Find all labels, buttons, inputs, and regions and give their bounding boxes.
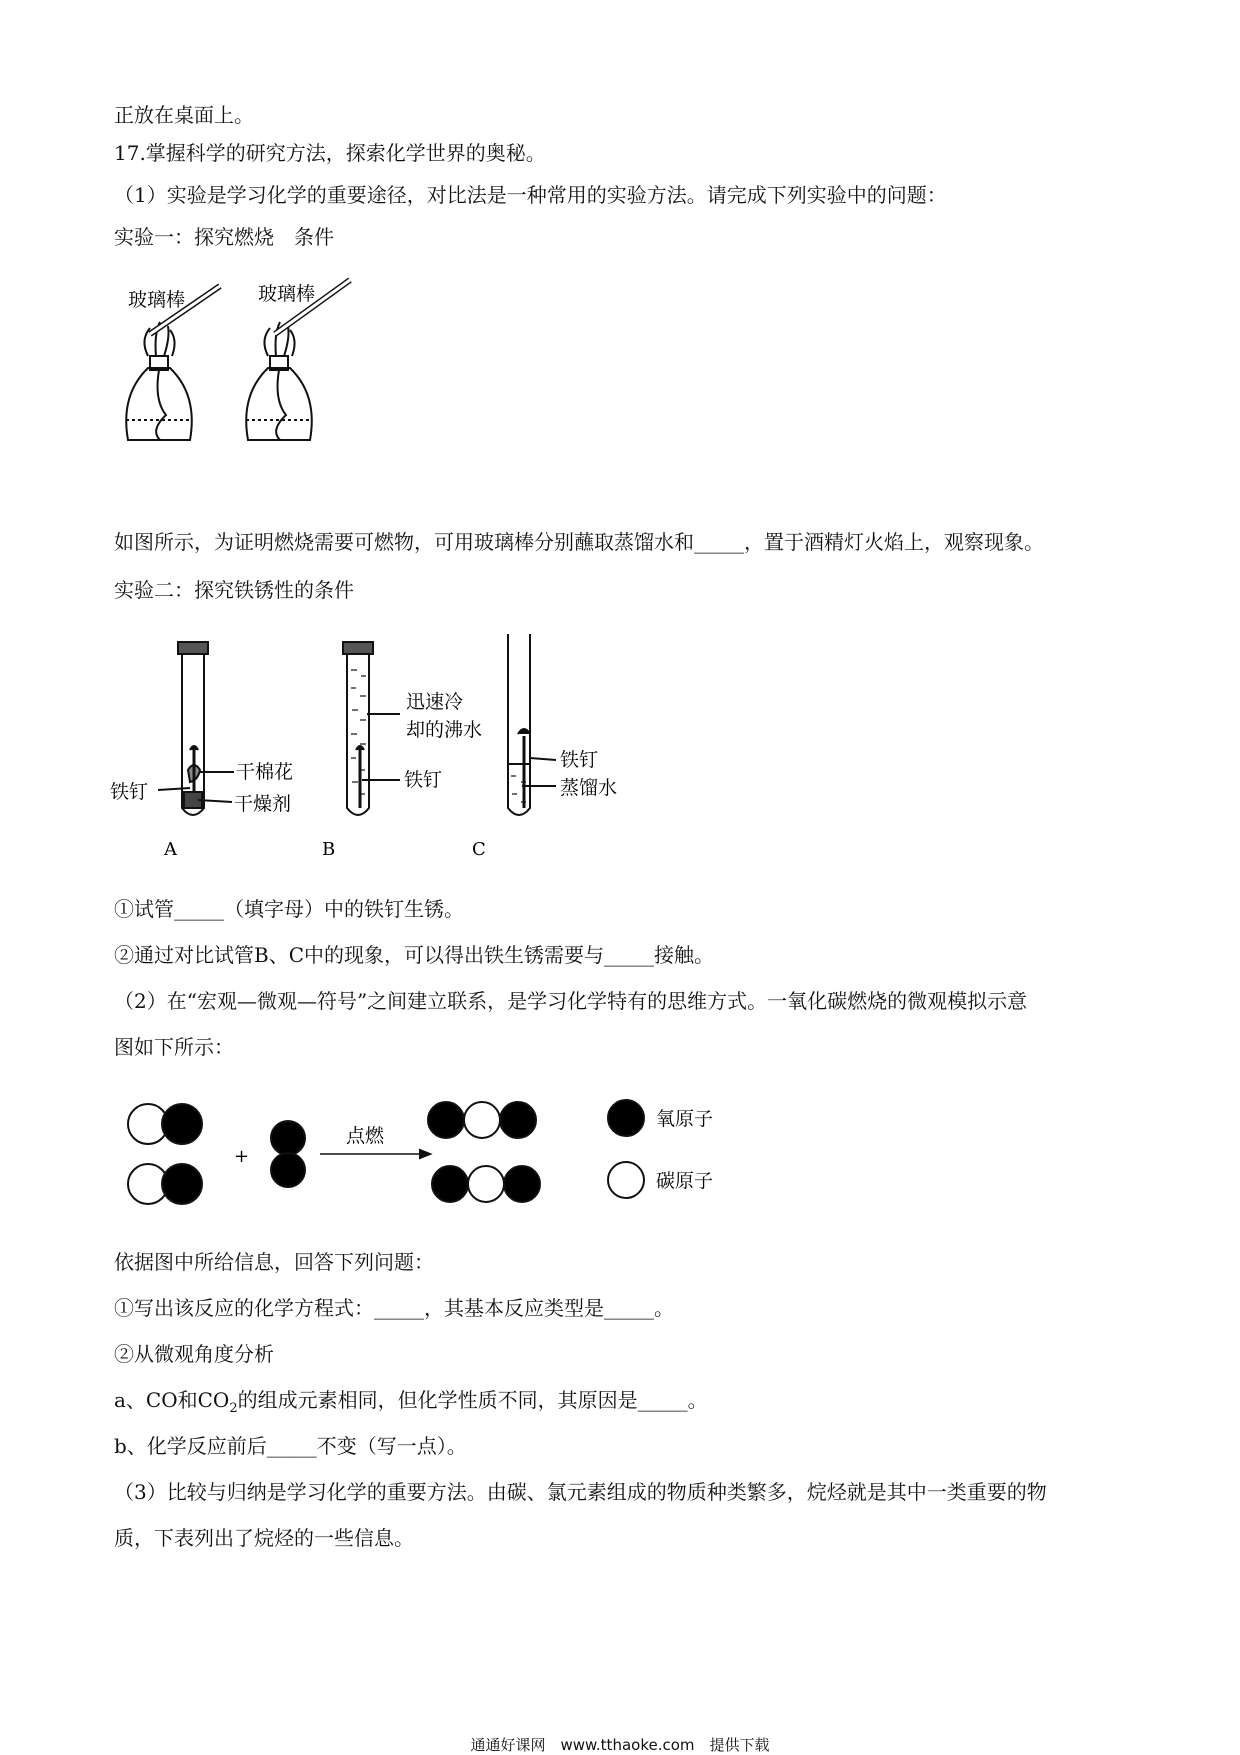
subscript-2: 2 [229,1401,238,1416]
legend-oxygen-atom: 氧原子 [656,1108,714,1130]
part-2-question-1: ①写出该反应的化学方程式：_____，其基本反应类型是_____。 [114,1296,674,1320]
tube-a-nail-label: 铁钉 [110,781,149,803]
alcohol-lamp-figure [110,270,370,500]
reaction-condition-label: 点燃 [346,1125,385,1147]
tube-b-label: B [322,839,336,860]
molecular-model-figure [110,1080,750,1230]
tube-b-water-label-2: 却的沸水 [406,719,483,741]
part-2-question-2b: b、化学反应前后_____不变（写一点）。 [114,1434,467,1458]
part-3-intro-cont: 质，下表列出了烷烃的一些信息。 [114,1526,414,1550]
part-2-instruction: 依据图中所给信息，回答下列问题： [114,1250,434,1274]
part-2-question-2: ②从微观角度分析 [114,1342,274,1366]
glass-rod-label-left: 玻璃棒 [128,289,186,311]
legend-carbon-atom: 碳原子 [656,1170,714,1192]
part-2-intro-cont: 图如下所示： [114,1035,234,1059]
text-line-1: 正放在桌面上。 [114,103,254,127]
part-2-intro: （2）在“宏观—微观—符号”之间建立联系，是学习化学特有的思维方式。一氧化碳燃烧的微观模拟示意 [114,989,1028,1013]
tube-b-nail-label: 铁钉 [404,769,443,791]
tube-c-nail-label: 铁钉 [560,749,599,771]
experiment-1-question: 如图所示，为证明燃烧需要可燃物，可用玻璃棒分别蘸取蒸馏水和_____，置于酒精灯火焰上，观察现象。 [114,530,1044,554]
question-2a-rest: 的组成元素相同，但化学性质不同，其原因是_____。 [237,1388,708,1412]
question-17-title: 17.掌握科学的研究方法，探索化学世界的奥秘。 [114,141,546,165]
experiment-2-question-2: ②通过对比试管B、C中的现象，可以得出铁生锈需要与_____接触。 [114,943,714,967]
tube-c-label: C [472,839,486,860]
text-line-3: （1）实验是学习化学的重要途径，对比法是一种常用的实验方法。请完成下列实验中的问题： [114,183,947,207]
experiment-2-question-1: ①试管_____（填字母）中的铁钉生锈。 [114,897,464,921]
test-tube-figure [110,630,670,860]
tube-a-desiccant-label: 干燥剂 [234,793,292,815]
tube-b-water-label-1: 迅速冷 [406,691,464,713]
plus-sign: + [234,1146,250,1167]
part-2-question-2a [114,1388,708,1421]
experiment-2-title: 实验二：探究铁锈性的条件 [114,578,354,602]
experiment-1-title: 实验一：探究燃烧 条件 [114,225,334,249]
glass-rod-label-right: 玻璃棒 [258,283,316,305]
co-text: a、CO和CO [114,1388,230,1412]
part-3-intro: （3）比较与归纳是学习化学的重要方法。由碳、氯元素组成的物质种类繁多，烷烃就是其中一类重要的物 [114,1480,1047,1504]
tube-a-label: A [164,839,177,860]
tube-a-cotton-label: 干棉花 [236,761,294,783]
tube-c-water-label: 蒸馏水 [560,777,618,799]
page-footer: 通通好课网 www.tthaoke.com 提供下载 [470,1736,770,1754]
